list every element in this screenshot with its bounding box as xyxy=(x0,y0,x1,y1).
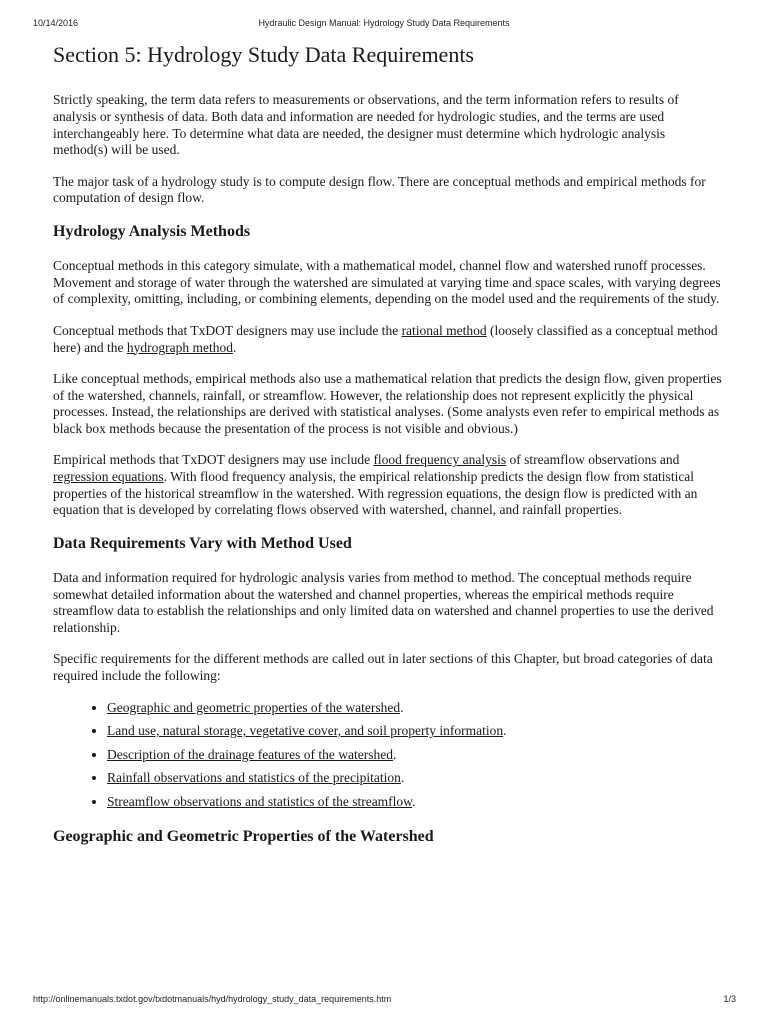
data-paragraph-2: Specific requirements for the different methods are called out in later sections of this Chapter, but broad categories of data required include the following: xyxy=(53,651,713,684)
document-body xyxy=(53,42,723,863)
list-item xyxy=(107,700,723,717)
text-run: of streamflow observations and xyxy=(506,452,680,468)
print-header xyxy=(0,18,768,30)
print-date: 10/14/2016 xyxy=(33,18,79,28)
page-title: Section 5: Hydrology Study Data Requirements xyxy=(53,42,474,67)
print-url: http://onlinemanuals.txdot.gov/txdotmanuals/hyd/hydrology_study_data_requirements.htm xyxy=(33,994,392,1004)
list-item xyxy=(107,723,723,740)
methods-paragraph-4 xyxy=(53,452,723,518)
data-paragraph-1: Data and information required for hydrologic analysis varies from method to method. The conceptual methods require somewhat detailed information about the watershed and channel properties, whereas the empirical methods require streamflow data to establish the relationships and only limited data on watershed and channel properties to use the derived relationship. xyxy=(53,570,714,635)
intro-paragraph-2: The major task of a hydrology study is to compute design flow. There are conceptual methods and empirical methods for computation of design flow. xyxy=(53,173,706,206)
text-run: . xyxy=(503,723,507,739)
print-footer xyxy=(0,994,768,1006)
print-title: Hydraulic Design Manual: Hydrology Study Data Requirements xyxy=(258,18,510,28)
text-run: . xyxy=(412,793,416,809)
hydrograph-method-link[interactable]: hydrograph method xyxy=(126,339,233,355)
streamflow-observations-link[interactable]: Streamflow observations and statistics of the streamflow xyxy=(107,793,413,809)
heading-analysis-methods: Hydrology Analysis Methods xyxy=(53,222,251,240)
heading-data-requirements: Data Requirements Vary with Method Used xyxy=(53,534,352,552)
print-page-number: 1/3 xyxy=(723,994,736,1004)
list-item xyxy=(107,747,723,764)
methods-paragraph-2 xyxy=(53,323,723,356)
text-run: Conceptual methods that TxDOT designers may use include the xyxy=(53,322,402,338)
regression-equations-link[interactable]: regression equations xyxy=(53,469,164,485)
data-categories-list xyxy=(53,700,723,811)
geographic-properties-link[interactable]: Geographic and geometric properties of the watershed xyxy=(107,699,401,715)
text-run: . xyxy=(400,770,405,786)
flood-frequency-analysis-link[interactable]: flood frequency analysis xyxy=(373,452,507,468)
list-item xyxy=(107,794,723,811)
land-use-link[interactable]: Land use, natural storage, vegetative cover, and soil property information xyxy=(107,723,504,739)
text-run: . xyxy=(393,746,397,762)
intro-paragraph-1: Strictly speaking, the term data refers to measurements or observations, and the term information refers to results of analysis or synthesis of data. Both data and information are needed for hydrologic studies, and the terms are used interchangeably here. To determine what data are needed, the designer must determine which hydrologic analysis method(s) will be used. xyxy=(53,92,679,158)
text-run: . With flood frequency analysis, the empirical relationship predicts the design flow from statistical properties of the historical streamflow in the watershed. With regression equations, the design flow is predicted with an equation that is developed by correlating flows observed with watershed, channel, and rainfall properties. xyxy=(53,469,698,518)
heading-geographic-properties: Geographic and Geometric Properties of the Watershed xyxy=(53,827,434,845)
text-run: . xyxy=(400,699,404,715)
rational-method-link[interactable]: rational method xyxy=(401,322,487,338)
text-run: Empirical methods that TxDOT designers may use include xyxy=(53,452,374,468)
methods-paragraph-3: Like conceptual methods, empirical methods also use a mathematical relation that predicts the design flow, given properties of the watershed, channels, rainfall, or streamflow. However, the relationship does not represent explicitly the physical processes. Instead, the relationships are derived with statistical analyses. (Some analysts even refer to empirical methods as black box methods because the presentation of the process is not visible and obvious.) xyxy=(53,371,722,436)
drainage-features-link[interactable]: Description of the drainage features of the watershed xyxy=(107,746,394,762)
text-run: (loosely classified as a conceptual method here) and the xyxy=(53,322,718,355)
methods-paragraph-1: Conceptual methods in this category simulate, with a mathematical model, channel flow and watershed runoff processes. Movement and storage of water through the watershed are simulated at varying time and space scales, with varying degrees of complexity, omitting, including, or combining elements, depending on the model used and the requirements of the study. xyxy=(53,258,721,307)
rainfall-observations-link[interactable]: Rainfall observations and statistics of the precipitation xyxy=(107,770,401,786)
list-item xyxy=(107,770,723,787)
text-run: . xyxy=(232,339,237,355)
